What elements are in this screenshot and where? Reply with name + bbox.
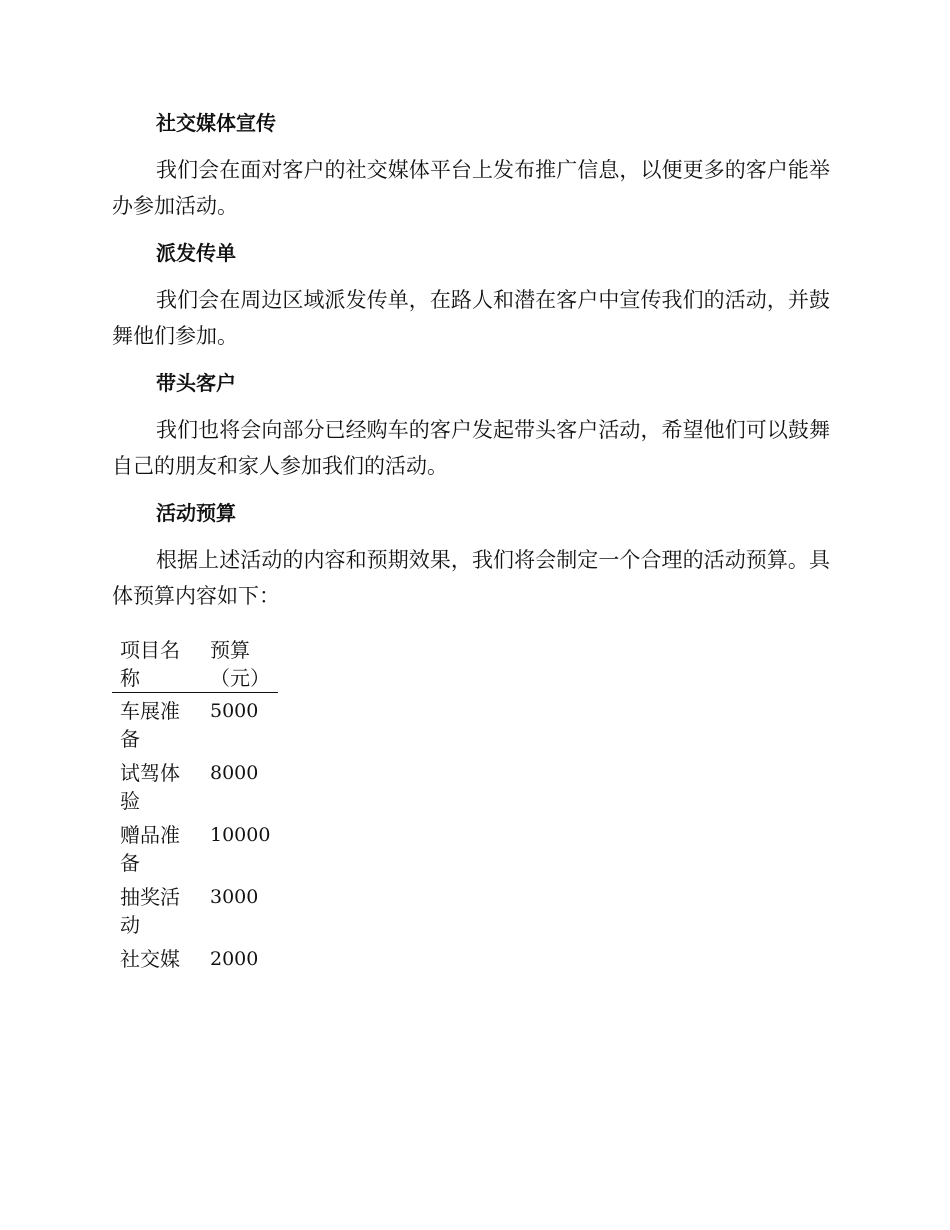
- section-heading-budget: 活动预算: [156, 501, 236, 525]
- table-row: [112, 755, 278, 817]
- budget-table: [112, 636, 278, 975]
- section-heading-lead-customers: 带头客户: [156, 371, 236, 395]
- cell-item-name: 车展准备: [120, 699, 180, 751]
- section-paragraph-budget: 根据上述活动的内容和预期效果，我们将会制定一个合理的活动预算。具体预算内容如下：: [112, 548, 830, 608]
- section-heading-social-media: 社交媒体宣传: [156, 111, 276, 135]
- cell-budget-amount: 8000: [210, 762, 259, 784]
- cell-item-name: 社交媒: [120, 947, 180, 971]
- table-row: [112, 879, 278, 941]
- document-page: [112, 108, 830, 975]
- section-paragraph-lead-customers: 我们也将会向部分已经购车的客户发起带头客户活动，希望他们可以鼓舞自己的朋友和家人参加我们的活动。: [112, 418, 830, 478]
- cell-item-name: 试驾体验: [120, 761, 180, 813]
- section-paragraph-flyers: 我们会在周边区域派发传单，在路人和潜在客户中宣传我们的活动，并鼓舞他们参加。: [112, 288, 830, 348]
- table-row: [112, 817, 278, 879]
- cell-budget-amount: 10000: [210, 824, 271, 846]
- cell-item-name: 赠品准备: [120, 823, 180, 875]
- section-paragraph-social-media: 我们会在面对客户的社交媒体平台上发布推广信息，以便更多的客户能举办参加活动。: [112, 158, 830, 218]
- header-item-name: 项目名称: [112, 636, 202, 693]
- table-row: [112, 941, 278, 975]
- cell-budget-amount: 2000: [210, 948, 259, 970]
- budget-table-header-row: [112, 636, 278, 693]
- cell-item-name: 抽奖活动: [120, 885, 180, 937]
- cell-budget-amount: 5000: [210, 700, 259, 722]
- cell-budget-amount: 3000: [210, 886, 259, 908]
- header-budget-amount: 预算（元）: [202, 636, 278, 693]
- table-row: [112, 693, 278, 756]
- section-heading-flyers: 派发传单: [156, 241, 236, 265]
